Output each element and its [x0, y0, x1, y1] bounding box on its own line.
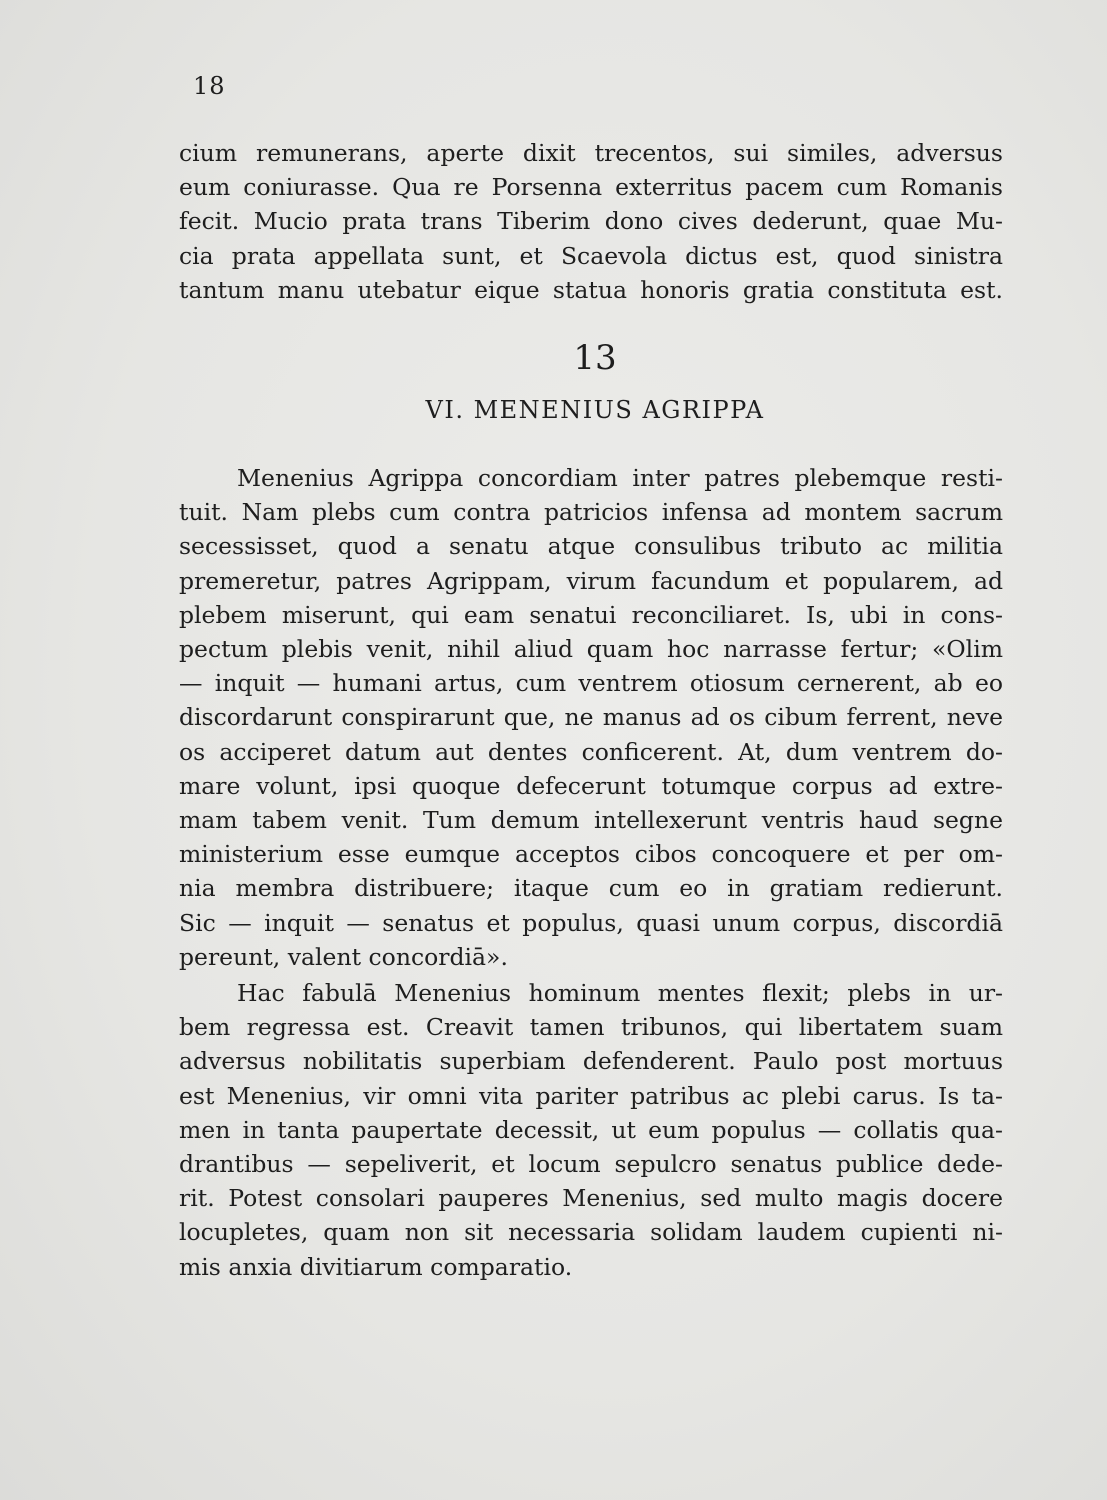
text-line: plebem miserunt, qui eam senatui reconciliaret. Is, ubi in cons- [179, 600, 1003, 629]
text-line: Menenius Agrippa concordiam inter patres plebemque resti- [237, 464, 1003, 492]
page-number: 18 [193, 72, 226, 100]
text-line: pectum plebis venit, nihil aliud quam hoc narrasse fertur; «Olim [179, 635, 1003, 664]
text-line: mis anxia divitiarum comparatio. [179, 1252, 573, 1281]
text-line: mare volunt, ipsi quoque defecerunt totumque corpus ad extre- [179, 771, 1003, 800]
text-line: men in tanta paupertate decessit, ut eum populus — collatis qua- [179, 1115, 1003, 1144]
text-line: tuit. Nam plebs cum contra patricios infensa ad montem sacrum [179, 498, 1003, 527]
text-line: cium remunerans, aperte dixit trecentos, sui similes, adversus [179, 139, 1003, 167]
text-line: locupletes, quam non sit necessaria solidam laudem cupienti ni- [179, 1218, 1003, 1247]
text-line: rit. Potest consolari pauperes Menenius, sed multo magis docere [179, 1184, 1003, 1213]
text-line: os acciperet datum aut dentes conficerent. At, dum ventrem do- [179, 737, 1003, 766]
text-line: ministerium esse eumque acceptos cibos concoquere et per om- [179, 840, 1003, 869]
text-line: bem regressa est. Creavit tamen tribunos, qui libertatem suam [179, 1013, 1003, 1042]
text-line: mam tabem venit. Tum demum intellexerunt ventris haud segne [179, 806, 1003, 835]
section-number: 13 [573, 338, 617, 378]
text-line: — inquit — humani artus, cum ventrem otiosum cernerent, ab eo [179, 669, 1003, 698]
text-line: tantum manu utebatur eique statua honoris gratia constituta est. [179, 275, 1003, 304]
intro-paragraph [179, 136, 1003, 307]
chapter-title: VI. MENENIUS AGRIPPA [425, 396, 765, 424]
text-line: Sic — inquit — senatus et populus, quasi unum corpus, discordiā [179, 908, 1003, 937]
text-line: est Menenius, vir omni vita pariter patribus ac plebi carus. Is ta- [179, 1081, 1003, 1110]
text-line: premeretur, patres Agrippam, virum facundum et popularem, ad [179, 566, 1003, 595]
paragraph-menenius-death [179, 976, 1003, 1284]
text-line: discordarunt conspirarunt que, ne manus ad os cibum ferrent, neve [179, 703, 1003, 732]
text-line: drantibus — sepeliverit, et locum sepulcro senatus publice dede- [179, 1150, 1003, 1179]
text-line: nia membra distribuere; itaque cum eo in gratiam redierunt. [179, 874, 1003, 903]
text-line: pereunt, valent concordiā». [179, 942, 508, 971]
text-line: cia prata appellata sunt, et Scaevola dictus est, quod sinistra [179, 241, 1003, 270]
text-line: eum coniurasse. Qua re Porsenna exterritus pacem cum Romanis [179, 173, 1003, 202]
text-line: fecit. Mucio prata trans Tiberim dono cives dederunt, quae Mu- [179, 207, 1003, 236]
text-line: Hac fabulā Menenius hominum mentes flexit; plebs in ur- [237, 979, 1003, 1007]
text-line: adversus nobilitatis superbiam defenderent. Paulo post mortuus [179, 1047, 1003, 1076]
text-line: secessisset, quod a senatu atque consulibus tributo ac militia [179, 532, 1003, 561]
paragraph-menenius-fable [179, 461, 1003, 974]
